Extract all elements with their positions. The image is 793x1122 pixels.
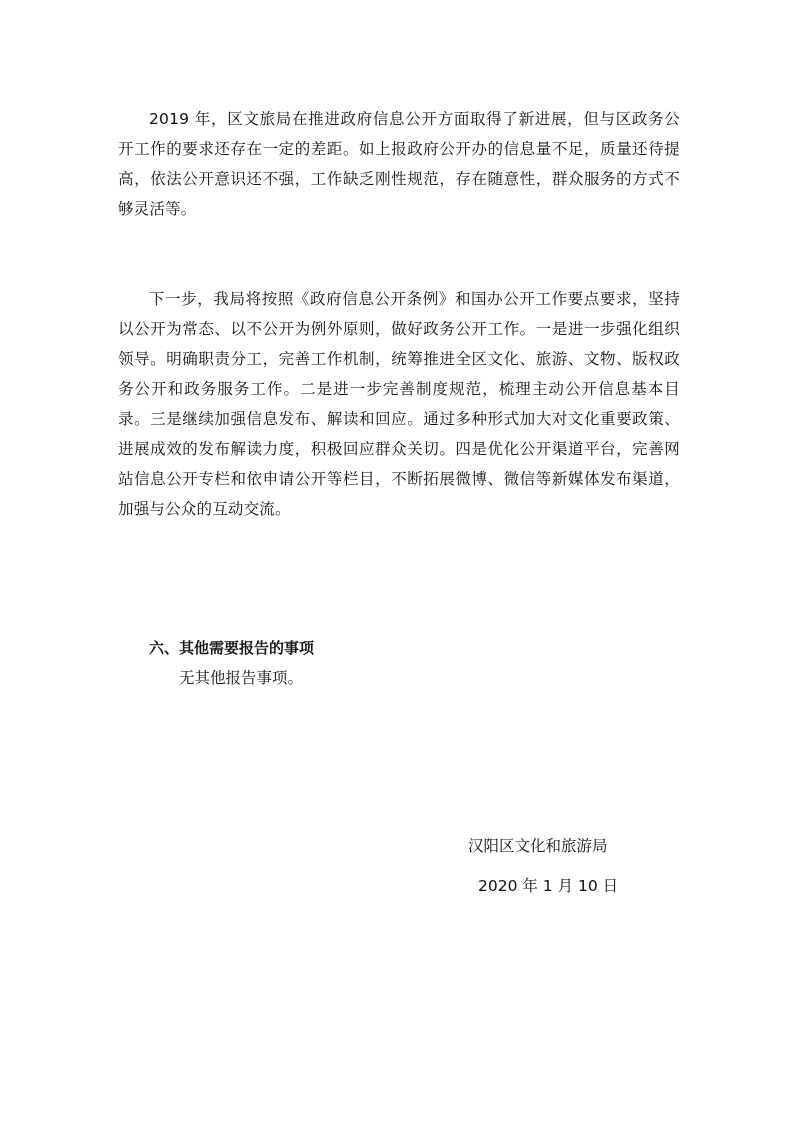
section-heading: 六、其他需要报告的事项 [149,639,315,657]
paragraph-next-steps: 下一步，我局将按照《政府信息公开条例》和国办公开工作要点要求，坚持以公开为常态、以不公开为例外原则，做好政务公开工作。一是进一步强化组织领导。明确职责分工，完善工作机制，统筹推进全区文化、旅游、文物、版权政务公开和政务服务工作。二是进一步完善制度规范，梳理主动公开信息基本目录。三是继续加强信息发布、解读和回应。通过多种形式加大对文化重要政策、进展成效的发布解读力度，积极回应群众关切。四是优化公开渠道平台，完善网站信息公开专栏和依申请公开等栏目，不断拓展微博、微信等新媒体发布渠道，加强与公众的互动交流。 [118,290,680,518]
signature-date: 2020 年 1 月 10 日 [478,877,619,895]
section-body: 无其他报告事项。 [179,669,304,687]
signature-organization: 汉阳区文化和旅游局 [468,837,608,855]
paragraph-progress-gaps: 2019 年，区文旅局在推进政府信息公开方面取得了新进展，但与区政务公开工作的要求还存在一定的差距。如上报政府公开办的信息量不足，质量还待提高，依法公开意识还不强，工作缺乏刚性规范，存在随意性，群众服务的方式不够灵活等。 [118,110,680,218]
